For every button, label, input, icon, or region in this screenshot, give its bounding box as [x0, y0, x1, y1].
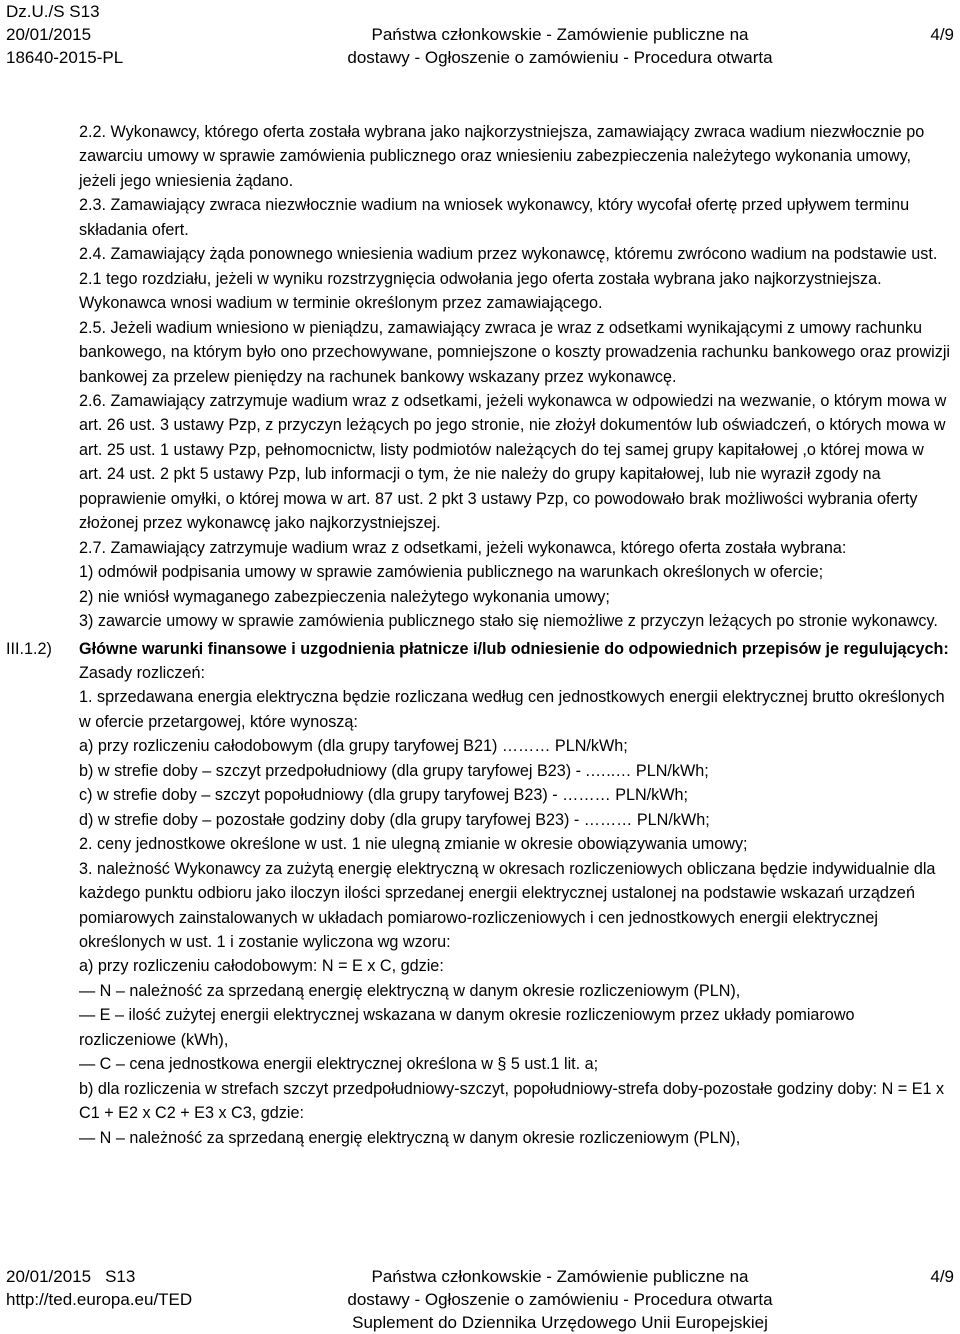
section-line: 2. ceny jednostkowe określone w ust. 1 nie ulegną zmianie w okresie obowiązywania umowy; — [79, 835, 748, 854]
footer-page-number: 4/9 — [930, 1267, 954, 1286]
footer-title-line2: dostawy - Ogłoszenie o zamówieniu - Procedura otwarta — [347, 1290, 773, 1309]
paragraph-2-5: 2.5. Jeżeli wadium wniesiono w pieniądzu, zamawiający zwraca je wraz z odsetkami wynikającymi z umowy rachunku bankowego, na którym było ono przechowywane, pomniejszone o koszty prowadzenia rachunku bankowego oraz prowizji bankowej za przelew pieniędzy na rachunek bankowy wskazany przez wykonawcę. — [79, 318, 951, 386]
list-item-3: 3) zawarcie umowy w sprawie zamówienia publicznego stało się niemożliwe z przyczyn leżących po stronie wykonawcy. — [79, 612, 938, 631]
section-line: c) w strefie doby – szczyt popołudniowy (dla grupy taryfowej B23) - ……… PLN/kWh; — [79, 786, 689, 805]
section-line: — N – należność za sprzedaną energię elektryczną w danym okresie rozliczeniowym (PLN), — [79, 1128, 741, 1147]
footer-date: 20/01/2015 — [6, 1267, 92, 1286]
section-line: a) przy rozliczeniu całodobowym: N = E x C, gdzie: — [79, 957, 444, 976]
header-title — [0, 23, 960, 69]
paragraph-2-6: 2.6. Zamawiający zatrzymuje wadium wraz z odsetkami, jeżeli wykonawca w odpowiedzi na wezwanie, o którym mowa w art. 26 ust. 3 ustawy Pzp, z przyczyn leżących po jego stronie, nie złożył dokumentów lub oświadczeń, o których mowa w art. 25 ust. 1 ustawy Pzp, pełnomocnictw, listy podmiotów należących do tej samej grupy kapitałowej ,o której mowa w art. 24 ust. 2 pkt 5 ustawy Pzp, lub informacji o tym, że nie należy do grupy kapitałowej, lub nie wyraził zgody na poprawienie omyłki, o której mowa w art. 87 ust. 2 pkt 3 ustawy Pzp, co powodowało brak możliwości wybrania oferty złożonej przez wykonawcę jako najkorzystniejszej. — [79, 391, 947, 533]
section-line: 3. należność Wykonawcy za zużytą energię elektryczną w okresach rozliczeniowych obliczana będzie indywidualnie dla każdego punktu odbioru jako iloczyn ilości sprzedanej energii elektrycznej ustalonej na podstawie wskazań urządzeń pomiarowych zainstalowanych w układach pomiarowo-rozliczeniowych i cen jednostkowych energii elektrycznej określonych w ust. 1 i zostanie wyliczona wg wzoru: — [79, 859, 936, 951]
footer-series: S13 — [105, 1267, 136, 1286]
header-notice-id: 18640-2015-PL — [6, 48, 124, 67]
section-line: 1. sprzedawana energia elektryczna będzie rozliczana według cen jednostkowych energii elektrycznej brutto określonych w ofercie przetargowej, które wynoszą: — [79, 688, 945, 731]
footer-title-line3: Suplement do Dziennika Urzędowego Unii Europejskiej — [352, 1313, 768, 1332]
header-title-line2: dostawy - Ogłoszenie o zamówieniu - Procedura otwarta — [347, 48, 773, 67]
list-item-2: 2) nie wniósł wymaganego zabezpieczenia należytego wykonania umowy; — [79, 587, 610, 606]
section-line: Zasady rozliczeń: — [79, 663, 205, 682]
footer-title — [0, 1265, 960, 1334]
section-line: — E – ilość zużytej energii elektrycznej wskazana w danym okresie rozliczeniowym przez układy pomiarowo rozliczeniowe (kWh), — [79, 1006, 855, 1049]
paragraph-2-4: 2.4. Zamawiający żąda ponownego wniesienia wadium przez wykonawcę, któremu zwrócono wadium na podstawie ust. 2.1 tego rozdziału, jeżeli w wyniku rozstrzygnięcia odwołania jego oferta została wybrana jako najkorzystniejsza. Wykonawca wnosi wadium w terminie określonym przez zamawiającego. — [79, 245, 938, 313]
section-line: — N – należność za sprzedaną energię elektryczną w danym okresie rozliczeniowym (PLN), — [79, 981, 741, 1000]
section-heading: Główne warunki finansowe i uzgodnienia płatnicze i/lub odniesienie do odpowiednich przepisów je regulujących: — [79, 639, 949, 658]
section-line: b) w strefie doby – szczyt przedpołudniowy (dla grupy taryfowej B23) - .…..… PLN/kWh; — [79, 761, 709, 780]
header-title-line1: Państwa członkowskie - Zamówienie publiczne na — [371, 25, 749, 44]
header-date: 20/01/2015 — [6, 25, 92, 44]
paragraph-2-2: 2.2. Wykonawcy, którego oferta została wybrana jako najkorzystniejsza, zamawiający zwraca wadium niezwłocznie po zawarciu umowy w sprawie zamówienia publicznego oraz wniesieniu zabezpieczenia należytego wykonania umowy, jeżeli jego wniesienia żądano. — [79, 123, 925, 190]
paragraph-2-3: 2.3. Zamawiający zwraca niezwłocznie wadium na wniosek wykonawcy, który wycofał ofertę przed upływem terminu składania ofert. — [79, 196, 910, 239]
footer-url: http://ted.europa.eu/TED — [6, 1290, 193, 1309]
section-line: a) przy rozliczeniu całodobowym (dla grupy taryfowej B21) ……… PLN/kWh; — [79, 737, 628, 756]
section-line: d) w strefie doby – pozostałe godziny doby (dla grupy taryfowej B23) - ……… PLN/kWh; — [79, 810, 710, 829]
header-page-number: 4/9 — [930, 25, 954, 44]
paragraph-2-7: 2.7. Zamawiający zatrzymuje wadium wraz z odsetkami, jeżeli wykonawca, którego oferta została wybrana: — [79, 538, 847, 557]
section-label: III.1.2) — [6, 639, 52, 658]
document-body — [79, 120, 951, 1150]
list-item-1: 1) odmówił podpisania umowy w sprawie zamówienia publicznego na warunkach określonych w ofercie; — [79, 563, 824, 582]
footer-title-line1: Państwa członkowskie - Zamówienie publiczne na — [371, 1267, 749, 1286]
section-line: — C – cena jednostkowa energii elektrycznej określona w § 5 ust.1 lit. a; — [79, 1055, 599, 1074]
header-doc-ref: Dz.U./S S13 — [6, 2, 100, 21]
section-line: b) dla rozliczenia w strefach szczyt przedpołudniowy-szczyt, popołudniowy-strefa doby-pozostałe godziny doby: N = E1 x C1 + E2 x C2 + E3 x C3, gdzie: — [79, 1079, 945, 1123]
